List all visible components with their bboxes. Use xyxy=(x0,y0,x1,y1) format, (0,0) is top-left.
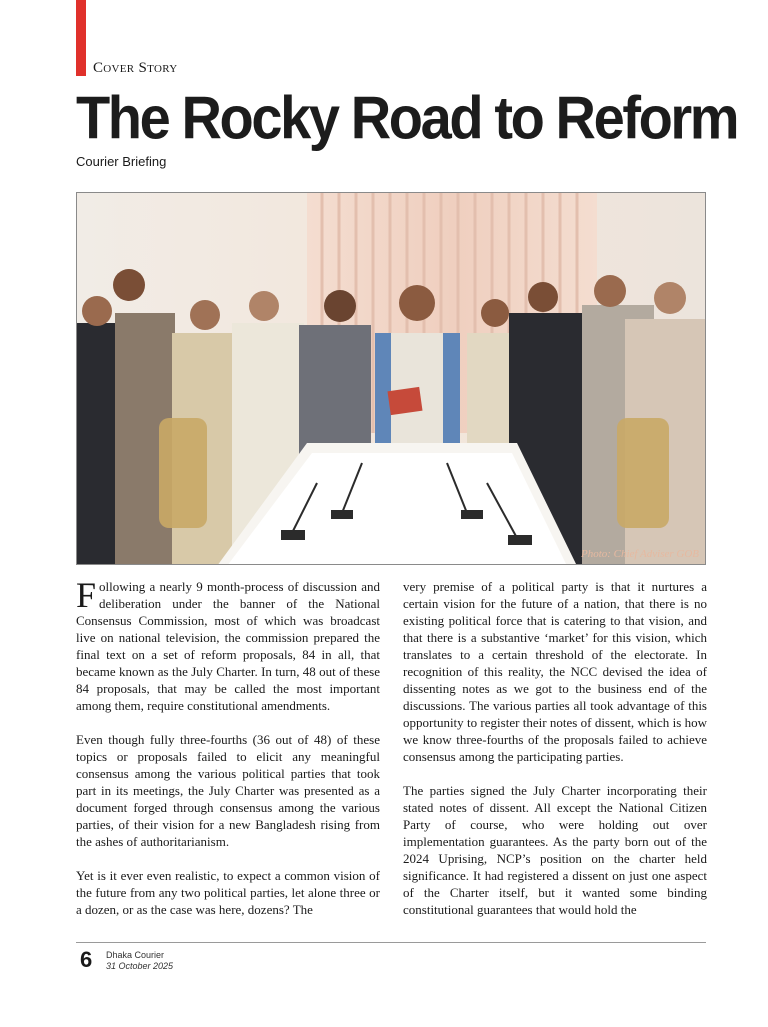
photo-credit: Photo: Chief Adviser GOB xyxy=(580,548,699,560)
drop-cap: F xyxy=(76,575,97,615)
page-title: The Rocky Road to Reform xyxy=(76,83,738,152)
paragraph: The parties signed the July Charter incorporating their stated notes of dissent. All except the National Citizen Party of course, who were holding out over implementation guarantees. As the party born out of the 2024 Uprising, NCP’s position on the charter held significance. It had registered a dissent on just one aspect of the Charter itself, but it wanted some binding constitutional guarantees that would hold the xyxy=(403,783,707,917)
publication-name: Dhaka Courier xyxy=(106,950,165,960)
section-label: Cover Story xyxy=(93,60,178,76)
accent-bar xyxy=(76,0,86,76)
article-column-right xyxy=(403,578,707,935)
photo-illustration xyxy=(77,193,706,565)
paragraph: very premise of a political party is that it nurtures a certain vision for the future of a nation, that there is no existing political force that is catering to that vision, and that there is a substantive ‘market’ for this vision, which translates to a certain threshold of the electorate. In recognition of this reality, the NCC devised the idea of dissenting notes as we got to the business end of the discussions. The various parties all took advantage of this opportunity to register their notes of dissent, which is how we know three-fourths of the proposals failed to achieve consensus among the participating parties. xyxy=(403,579,707,764)
byline: Courier Briefing xyxy=(76,154,167,169)
paragraph-text: ollowing a nearly 9 month-process of discussion and deliberation under the banner of the National Consensus Commission, most of which was broadcast live on national television, the commission prepared the final text on a set of reform proposals, 84 in all, that became known as the July Charter. In turn, 48 out of these 84 proposals, that may be called the most important among them, require constitutional amendments. xyxy=(76,579,380,713)
paragraph: Yet is it ever even realistic, to expect a common vision of the future from any two political parties, let alone three or a dozen, or as the case was here, dozens? The xyxy=(76,868,380,917)
cover-photo xyxy=(76,192,706,565)
publication-date: 31 October 2025 xyxy=(106,961,174,971)
article-column-left xyxy=(76,575,380,935)
page-number: 6 xyxy=(80,947,93,972)
paragraph: Even though fully three-fourths (36 out of 48) of these topics or proposals failed to elicit any meaningful consensus among the various political parties that took part in its meetings, the July Charter was presented as a document forged through consensus among the various parties, of their vision for a new Bangladesh rising from the ashes of authoritarianism. xyxy=(76,732,380,849)
footer-divider xyxy=(76,942,706,943)
paragraph xyxy=(76,575,380,714)
